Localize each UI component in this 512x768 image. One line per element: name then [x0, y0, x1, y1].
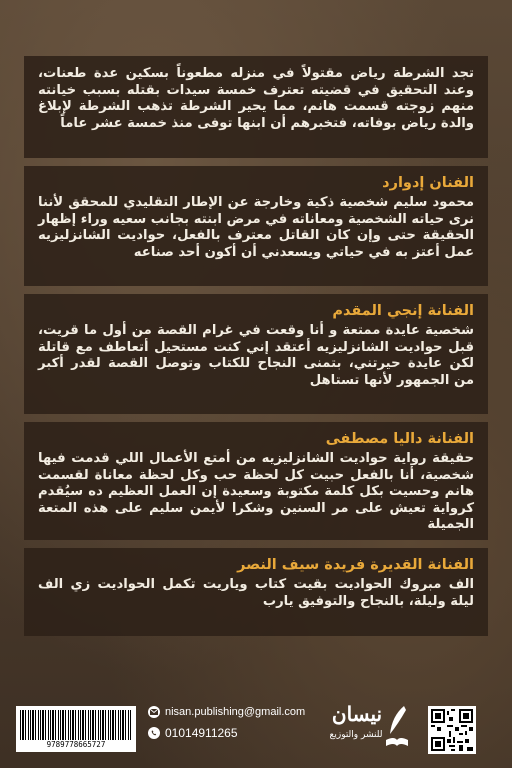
- review-panel-edward: [24, 166, 488, 286]
- qr-code-icon[interactable]: [428, 706, 476, 754]
- review-text: الف مبروك الحواديت بقيت كتاب وياريت تكمل الحواديت زي الف ليلة وليلة، بالنجاح والتوفيق يارب: [38, 577, 474, 609]
- review-text: حقيقة رواية حواديت الشانزليزيه من أمتع الأعمال اللي قدمت فيها شخصية، أنا بالفعل حبيت كل لحظة حب وكل لحظة معاناة لقسمت هانم وحسيت بكل كلمة مكتوبة وسعيدة إن العمل العظيم ده سيُقدم كرواية تعيش على مر السنين وشكرا لأيمن سليم على هذه المتعة الجميلة: [38, 451, 474, 532]
- review-panel-engy: [24, 294, 488, 414]
- barcode-bars: [20, 710, 132, 740]
- review-text: محمود سليم شخصية ذكية وخارجة عن الإطار التقليدي للمحقق لأننا نرى حياته الشخصية ومعاناته في مرض ابنته بجانب سعيه وراء إظهار الحقيقة حتى وإن كان القاتل معترف بالفعل، حواديت الشانزليزيه عمل أعتز به في حياتي ويسعدني أن أكون أحد صناعه: [38, 195, 474, 260]
- reviewer-name: الفنانة القديرة فريدة سيف النصر: [237, 557, 474, 573]
- publisher-subtitle: للنشر والتوزيع: [329, 730, 383, 740]
- email-address: nisan.publishing@gmail.com: [165, 706, 306, 718]
- email-icon: [148, 706, 160, 718]
- back-cover-footer: [0, 696, 512, 768]
- review-panel-farida: [24, 548, 488, 636]
- review-panel-dalia: [24, 422, 488, 540]
- synopsis-panel: [24, 56, 488, 158]
- reviewer-name: الفنان إدوارد: [382, 175, 474, 191]
- phone-number: 01014911265: [165, 726, 238, 740]
- whatsapp-icon: [148, 727, 160, 739]
- synopsis-text: تجد الشرطة رياض مقتولاً في منزله مطعوناً بسكين عدة طعنات، وعند التحقيق في قضيته تعترف خمسة سيدات بقتله بسبب خيانته منهم زوجته قسمت هانم، مما يحير الشرطة تذهب الشرطة لإبلاغ والدة رياض بوفاته، فتخبرهم أن ابنها توفى منذ خمسة عشر عاماً: [38, 66, 474, 131]
- isbn-barcode: [16, 706, 136, 752]
- review-text: شخصية عايدة ممتعة و أنا وقعت في غرام القصة من أول ما قريت، قبل حواديت الشانزليزيه أعتقد إني كنت مستحيل أتعاطف مع قاتلة لكن عايدة حيرتني، بتمنى النجاح للكتاب وتوصل القصة لقدر أكبر من الجمهور لأنها تستاهل: [38, 323, 474, 388]
- publisher-name: نيسان: [331, 702, 383, 726]
- email-contact[interactable]: [148, 706, 305, 718]
- isbn-number: 9789778665727: [46, 740, 106, 749]
- reviewer-name: الفنانة داليا مصطفى: [325, 431, 474, 447]
- phone-contact[interactable]: [148, 726, 238, 740]
- publisher-logo: [302, 700, 412, 756]
- reviewer-name: الفنانة إنجي المقدم: [332, 303, 474, 319]
